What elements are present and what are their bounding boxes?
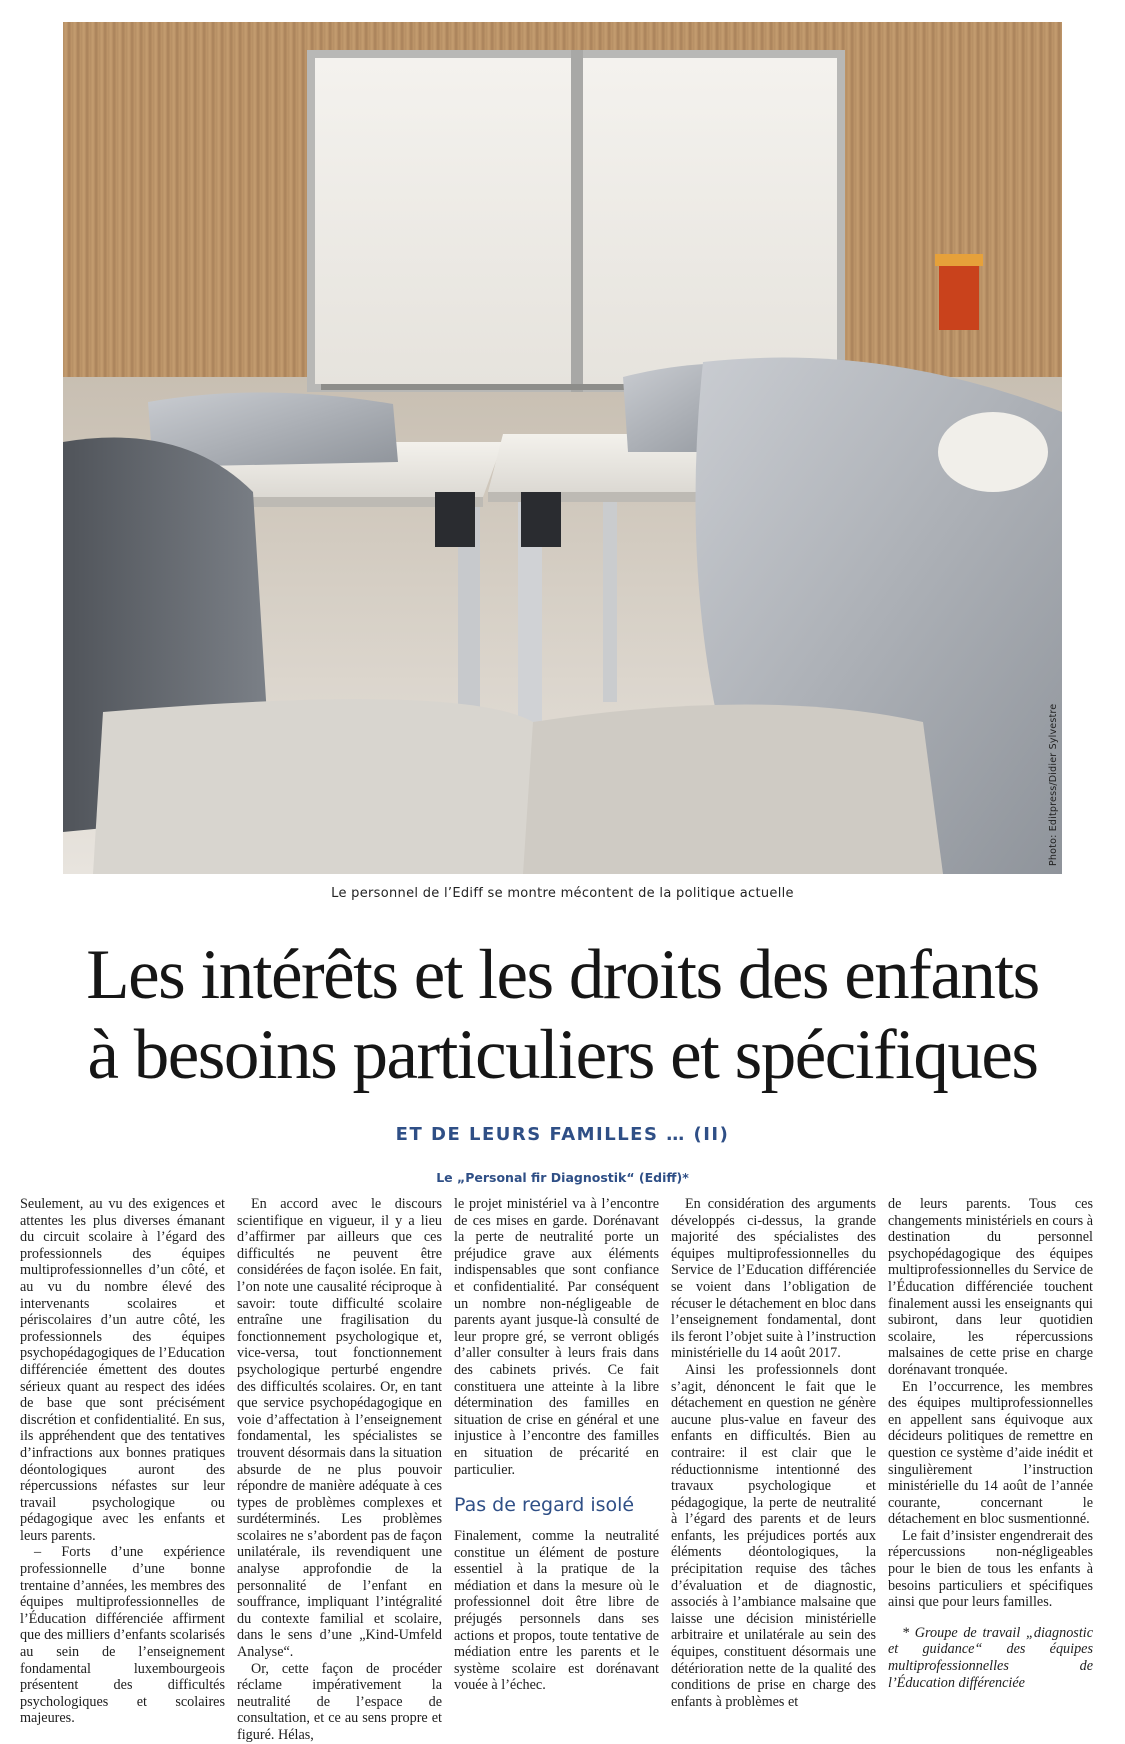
paragraph: Finalement, comme la neutralité constitue un élément de posture essentiel à la pratique de la médiation et dans la mesure où le professionnel doit être libre de préjugés personnels dans ses actions et propos, toute tentative de médiation entre les parents et le système scolaire est dorénavant vouée à l’échec. <box>454 1528 659 1694</box>
article-column-1 <box>20 1196 225 1727</box>
classroom-photo <box>63 22 1062 874</box>
article-column-3 <box>454 1196 659 1694</box>
headline <box>20 935 1105 1095</box>
paragraph: – Forts d’une expérience professionnelle d’une bonne trentaine d’années, les membres des équipes multiprofessionnelles de l’Éducation différenciée affirment que des milliers d’enfants scolarisés au sein de l’enseignement fondamental luxembourgeois présentent des difficultés psychologiques et scolaires majeures. <box>20 1544 225 1727</box>
byline: Le „Personal fir Diagnostik“ (Ediff)* <box>436 1170 689 1185</box>
paragraph: Le fait d’insister engendrerait des répercussions non-négligeables pour le bien de tous les enfants à besoins particuliers et spécifiques ainsi que pour leurs familles. <box>888 1527 1093 1611</box>
article-column-2 <box>237 1196 442 1744</box>
article-column-5 <box>888 1196 1093 1691</box>
article-column-4 <box>671 1196 876 1710</box>
paragraph: En accord avec le discours scientifique en vigueur, il y a lieu d’affirmer par ailleurs que ces difficultés ne peuvent être considérées de façon isolée. En fait, l’on note une causalité réciproque à savoir: toute difficulté scolaire entraîne une fragilisation du fonctionnement psychologique et, vice-versa, tout fonctionnement psychologique perturbé engendre des difficultés scolaires. Or, en tant que service psychopédagogique en voie d’affectation à l’enseignement fondamental, les spécialistes se trouvent désormais dans la situation absurde de ne plus pouvoir répondre de manière adéquate à ces types de problèmes complexes et surdéterminés. Les problèmes scolaires ne s’abordent pas de façon unilatérale, ils revendiquent une analyse approfondie de la personnalité de l’enfant en souffrance, impliquant l’intégralité du contexte familial et scolaire, dans le sens d’une „Kind-Umfeld Analyse“. <box>237 1196 442 1661</box>
photo-caption: Le personnel de l’Ediff se montre mécontent de la politique actuelle <box>331 886 794 901</box>
paragraph: Ainsi les professionnels dont s’agit, dénoncent le fait que le détachement en question ne génère aucune plus-value en faveur des enfants en difficultés. Bien au contraire: il est clair que le réductionnisme intentionné des travaux psychologique et pédagogique, la perte de neutralité à l’égard des parents et de leurs enfants, les préjudices portés aux éléments déontologiques, la précipitation requise des tâches d’évaluation et de diagnostic, associés à l’ambiance malsaine que laisse une décision ministérielle arbitraire et unilatérale au sein des équipes, constituent désormais une détérioration nette de la qualité des conditions de prise en charge des enfants à problèmes et <box>671 1361 876 1710</box>
whiteboard <box>307 50 845 392</box>
subheadline: ET DE LEURS FAMILLES … (II) <box>395 1124 730 1145</box>
author-signature: * Groupe de travail „diagnostic et guidance“ des équipes multiprofessionnelles de l’Éducation différenciée <box>888 1624 1093 1691</box>
red-object <box>939 262 979 330</box>
paragraph: En considération des arguments développés ci-dessus, la grande majorité des spécialistes des équipes multiprofessionnelles du Service de l’Education différenciée se voient dans l’obligation de récuser le détachement en bloc dans l’enseignement fondamental, dont ils feront l’objet suite à l’instruction ministérielle du 14 août 2017. <box>671 1196 876 1362</box>
paragraph: de leurs parents. Tous ces changements ministériels en cours à destination du personnel psychopédagogique des équipes multiprofessionnelles du Service de l’Éducation différenciée touchent finalement aussi les enseignants qui subiront, dans leur quotidien scolaire, les répercussions malsaines de cette prise en charge dorénavant tronquée. <box>888 1196 1093 1378</box>
paragraph: En l’occurrence, les membres des équipes multiprofessionnelles en appellent sans équivoque aux décideurs politiques de remettre en question ce système d’aide inédit et singulièrement l’instruction ministérielle du 14 août de l’année courante, concernant le détachement en bloc susmentionné. <box>888 1378 1093 1528</box>
photo-credit: Photo: Editpress/Didier Sylvestre <box>1048 703 1059 866</box>
paragraph: Or, cette façon de procéder réclame impérativement la neutralité de l’espace de consultation, et ce au sens propre et figuré. Hélas, <box>237 1660 442 1743</box>
paragraph: Seulement, au vu des exigences et attentes les plus diverses émanant du circuit scolaire à l’égard des professionnels des équipes multiprofessionnelles d’un côté, et au vu du nombre élevé des intervenants scolaires et périscolaires d’un autre côté, les professionnels des équipes psychopédagogiques de l’Education différenciée émettent des doutes sérieux quant au respect des idées de base que sont précisément discrétion et confidentialité. En sus, ils appréhendent que des tentatives d’infractions aux bonnes pratiques déontologiques auront des répercussions néfastes sur leur travail psychologique ou pédagogique avec les enfants et leurs parents. <box>20 1196 225 1544</box>
classroom-illustration <box>63 22 1062 874</box>
headline-line-2: à besoins particuliers et spécifiques <box>87 1016 1038 1094</box>
section-heading: Pas de regard isolé <box>454 1494 635 1517</box>
headline-line-1: Les intérêts et les droits des enfants <box>86 936 1039 1014</box>
paragraph: le projet ministériel va à l’encontre de ces mises en garde. Dorénavant la perte de neutralité porte un préjudice grave aux éléments indispensables que sont confiance et confidentialité. Par conséquent un nombre non-négligeable de parents ayant jusque-là consulté de leur propre gré, se verront obligés d’aller consulter à leurs frais dans des cabinets privés. Ce fait constituera une atteinte à la libre détermination des familles en situation de crise en général et une injustice à l’encontre des familles en situation de précarité en particulier. <box>454 1196 659 1478</box>
